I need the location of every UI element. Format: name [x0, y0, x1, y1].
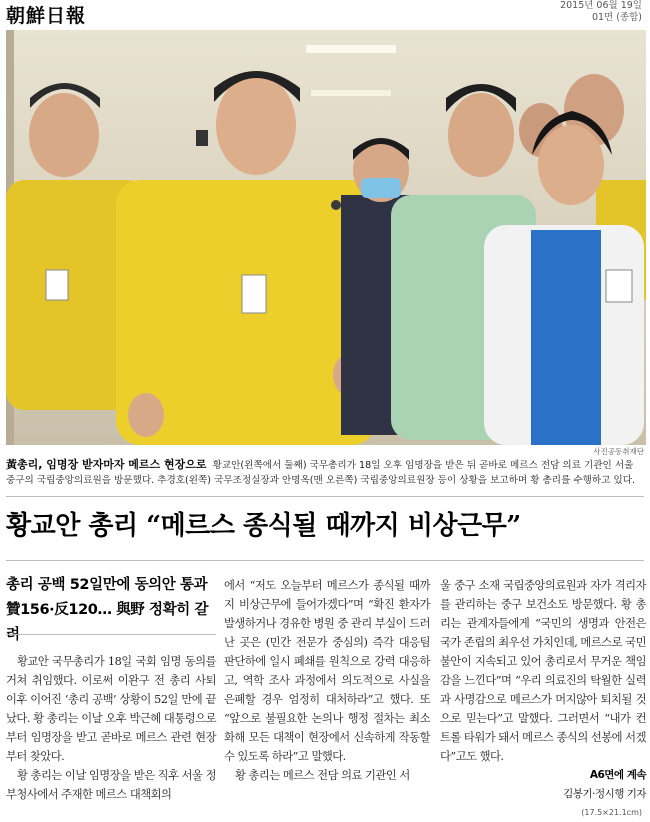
- news-photo: [6, 30, 646, 445]
- photo-credit: 사진공동취재단: [593, 447, 644, 456]
- paragraph: 황 총리는 메르스 전담 의료 기관인 서: [235, 769, 410, 782]
- ceiling-light: [306, 45, 396, 53]
- article-column-2: [224, 576, 430, 785]
- photo-caption: [6, 457, 644, 488]
- caption-line-1: [6, 457, 644, 473]
- clip-size-note: (17.5×21.1cm): [581, 808, 642, 817]
- subhead-line-2: 贊156·反120… 與野 정확히 갈려: [6, 602, 209, 643]
- paragraph: 울 중구 소재 국립중앙의료원과 자가 격리자를 관리하는 중구 보건소도 방문했다. 황 총리는 관계자들에게 “국민의 생명과 안전은 국가 존립의 최우선 가치인데, 메르스로 국민 불안이 지속되고 있어 총리로서 무거운 책임감을 느낀다”며 “우리 의료진의 탁월한 실력과 사명감으로 메르스가 머지않아 퇴치될 것으로 믿는다”고 말했다. 그러면서 “내가 컨트롤 타워가 돼서 메르스 종식의 선봉에 서겠다”고도 했다.: [440, 579, 646, 763]
- dateline: [560, 0, 642, 24]
- caption-text-1: 황교안(왼쪽에서 둘째) 국무총리가 18일 오후 임명장을 받은 뒤 곧바로 메르스 전담 의료 기관인 서울: [212, 460, 634, 471]
- subhead-line-1: 총리 공백 52일만에 동의안 통과: [6, 577, 208, 593]
- divider-subhead: [6, 634, 216, 635]
- paragraph: 에서 “저도 오늘부터 메르스가 종식될 때까지 비상근무에 들어가겠다”며 “확진 환자가 발생하거나 경유한 병원 중 관리 부실이 드러난 곳은 (민간 전문가 중심의) 즉각 대응팀 판단하에 일시 폐쇄를 원칙으로 강력 대응하고, 역학 조사 과정에서 의도적으로 사실을 은폐할 경우 엄정히 대처하라”고 했다. 또 “앞으로 불필요한 논의나 행정 절차는 최소화해 모든 대책이 현장에서 신속하게 작동할 수 있도록 하라”고 말했다.: [224, 579, 430, 763]
- article-column-1: [6, 652, 216, 804]
- masthead: [0, 0, 650, 26]
- newspaper-logo: 朝鮮日報: [6, 5, 87, 27]
- article-column-3: [440, 576, 646, 804]
- divider-top: [6, 496, 644, 497]
- paragraph: 황 총리는 이날 임명장을 받은 직후 서울 정부청사에서 주재한 메르스 대책회의: [6, 769, 216, 801]
- caption-text-2: 중구의 국립중앙의료원을 방문했다. 추경호(왼쪽) 국무조정실장과 안명옥(맨 오른쪽) 국립중앙의료원장 등이 상황을 보고하며 황 총리를 수행하고 있다.: [6, 475, 636, 486]
- divider-headline: [6, 560, 644, 561]
- paragraph: 황교안 국무총리가 18일 국회 임명 동의를 거쳐 취임했다. 이로써 이완구 전 총리 사퇴 이후 이어진 ‘총리 공백’ 상황이 52일 만에 끝났다. 황 총리는 이날 오후 박근혜 대통령으로부터 임명장을 받고 곧바로 메르스 관련 현장부터 찾았다.: [6, 655, 216, 763]
- page-number: 01면 (종합): [591, 12, 642, 23]
- article-subhead: [6, 573, 216, 648]
- article-headline: 황교안 총리 “메르스 종식될 때까지 비상근무”: [6, 511, 521, 541]
- hospital-visit-illustration: [6, 30, 646, 445]
- continued-note: A6면에 계속: [589, 769, 646, 781]
- caption-headline: 黃총리, 임명장 받자마자 메르스 현장으로: [6, 458, 207, 471]
- byline: 김봉기·정시행 기자: [563, 788, 646, 800]
- issue-date: 2015년 06월 19일: [560, 0, 642, 11]
